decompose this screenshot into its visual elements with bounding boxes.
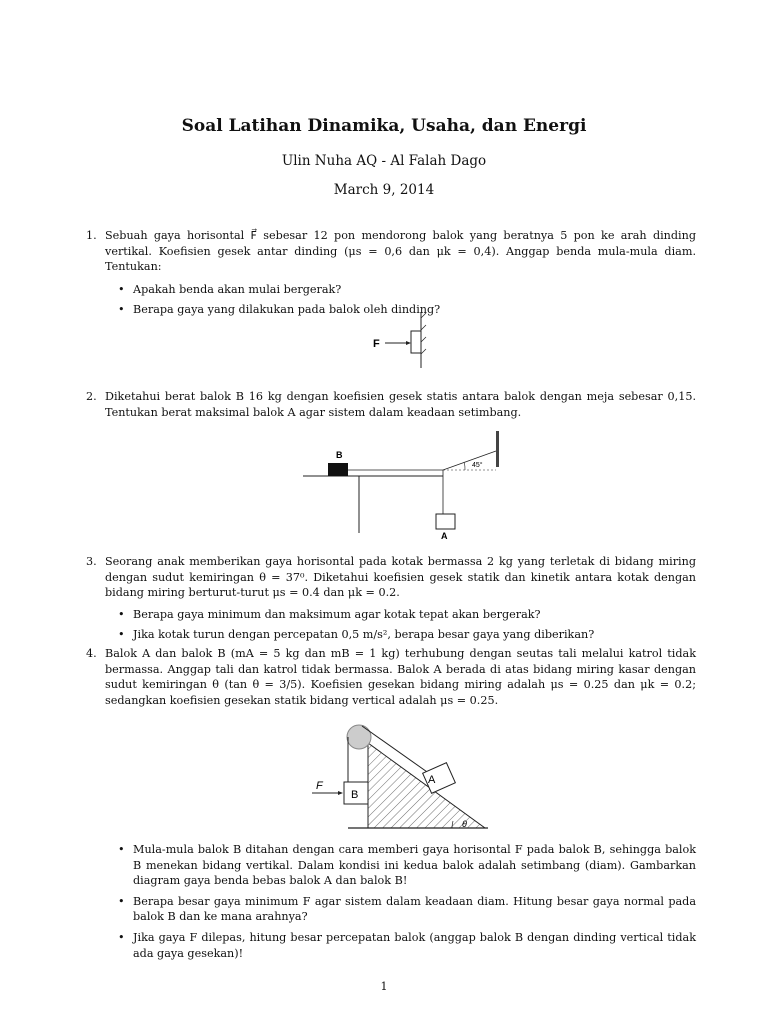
problem-number: 3. — [86, 555, 97, 568]
block-b — [328, 463, 348, 476]
list-item: • Jika kotak turun dengan percepatan 0,5 m/s², berapa besar gaya yang diberikan? — [118, 628, 595, 642]
figure-table-pulley — [300, 425, 505, 543]
figure-incline-pulley — [300, 715, 495, 835]
bullet-list — [86, 842, 696, 961]
label-a: A — [428, 774, 436, 786]
problem-2 — [86, 389, 696, 420]
list-item: • Berapa gaya yang dilakukan pada balok oleh dinding? — [118, 303, 441, 317]
page-number: 1 — [380, 980, 388, 993]
pulley — [347, 725, 371, 749]
problem-3 — [86, 554, 696, 648]
problem-text: Diketahui berat balok B 16 kg dengan koefisien gesek statis antara balok dengan meja sebesar 0,15. Tentukan berat maksimal balok A agar sistem dalam keadaan setimbang. — [105, 390, 696, 419]
force-label: F — [316, 780, 323, 792]
problem-1 — [86, 228, 696, 323]
problem-text: Sebuah gaya horisontal F⃗ sebesar 12 pon mendorong balok yang beratnya 5 pon ke arah dinding vertikal. Koefisien gesek antar dinding (μs = 0,6 dan μk = 0,4). Anggap benda mula-mula diam. Tentukan: — [105, 229, 696, 274]
label-a: A — [441, 531, 448, 541]
incline — [368, 743, 485, 828]
list-item: • Jika gaya F dilepas, hitung besar percepatan balok (anggap balok B dengan dinding vertical tidak ada gaya gesekan)! — [118, 930, 696, 960]
block-a — [436, 514, 455, 529]
angle-label: 45° — [472, 462, 483, 469]
problem-text: Seorang anak memberikan gaya horisontal pada kotak bermassa 2 kg yang terletak di bidang miring dengan sudut kemiringan θ = 37⁰. Diketahui koefisien gesek statik dan kinetik antara kotak dengan bidang miring berturut-turut μs = 0.4 dan μk = 0.2. — [105, 555, 696, 600]
list-item: • Apakah benda akan mulai bergerak? — [118, 282, 342, 296]
list-item: • Berapa besar gaya minimum F agar sistem dalam keadaan diam. Hitung besar gaya normal pada balok B dan ke mana arahnya? — [118, 894, 696, 924]
bullet-list — [86, 607, 696, 643]
force-label: F — [373, 338, 380, 350]
document-author: Ulin Nuha AQ - Al Falah Dago — [281, 153, 487, 169]
figure-wall-block — [370, 310, 440, 370]
angle-label: θ — [462, 819, 467, 829]
wall — [496, 431, 499, 467]
problem-number: 1. — [86, 229, 97, 242]
problem-number: 4. — [86, 647, 97, 660]
label-b: B — [336, 450, 343, 460]
label-b: B — [351, 789, 359, 801]
problem-4 — [86, 646, 696, 708]
problem-text: Balok A dan balok B (mA = 5 kg dan mB = 1 kg) terhubung dengan seutas tali melalui katrol tidak bermassa. Anggap tali dan katrol tidak bermassa. Balok A berada di atas bidang miring kasar dengan sudut kemiringan θ (tan θ = 3/5). Koefisien gesekan bidang miring adalah μs = 0.25 dan μk = 0.2; sedangkan koefisien gesekan statik bidang vertical adalah μs = 0.25. — [105, 647, 696, 707]
rope-diagonal — [443, 451, 496, 470]
list-item: • Mula-mula balok B ditahan dengan cara memberi gaya horisontal F pada balok B, sehingga balok B menekan bidang vertikal. Dalam kondisi ini kedua balok adalah setimbang (diam). Gambarkan diagram gaya benda bebas balok A dan balok B! — [118, 843, 696, 888]
problem-4-questions — [86, 842, 696, 966]
problem-number: 2. — [86, 390, 97, 403]
list-item: • Berapa gaya minimum dan maksimum agar kotak tepat akan bergerak? — [118, 607, 541, 621]
block — [411, 331, 421, 353]
document-title: Soal Latihan Dinamika, Usaha, dan Energi — [181, 116, 587, 136]
document-date: March 9, 2014 — [333, 182, 435, 198]
